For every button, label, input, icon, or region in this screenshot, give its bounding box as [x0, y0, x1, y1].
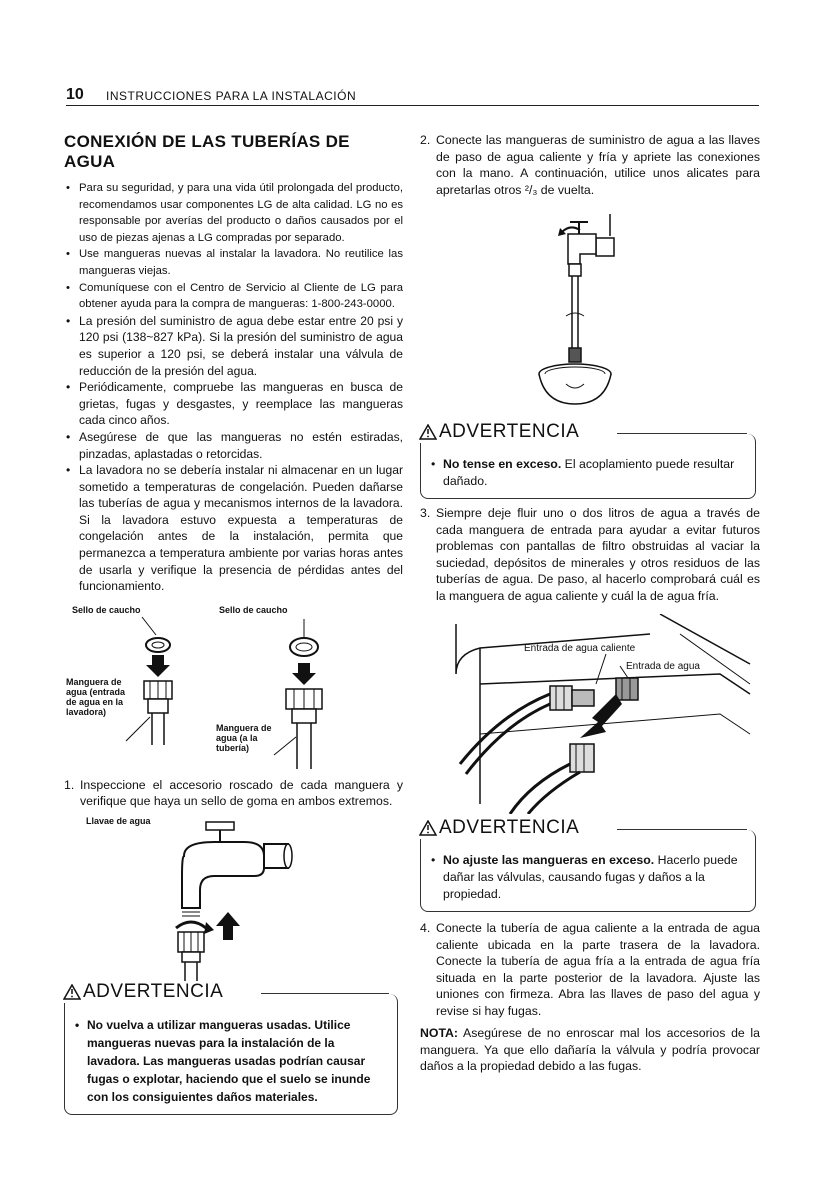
warning-rule: [261, 993, 389, 994]
warning-text: • No tense en exceso. El acoplamiento puede resultar dañado.: [431, 456, 745, 490]
cold-inlet-label: Entrada de agua: [626, 661, 700, 672]
step-4: [420, 920, 760, 1019]
step-number: 1.: [64, 777, 75, 792]
seal-label-right: Sello de caucho: [219, 604, 288, 615]
step-list-2: [420, 132, 760, 198]
list-item: • La presión del suministro de agua debe estar entre 20 psi y 120 psi (138~827 kPa). Si la presión del suministro de agua es superior a 120 psi, se deberá instalar una válvula de reducción de la presión del agua.: [64, 313, 403, 379]
warning-box-overtighten: [420, 421, 756, 499]
warning-box-hoses: [420, 817, 756, 912]
step-text: Siempre deje fluir uno o dos litros de agua a través de cada manguera de entrada para ayudar a evitar futuros problemas con pantallas de filtro obstruidas al vaciar la suciedad, depósitos de minerales y otros residuos de las tuberías de agua. De paso, al hacerlo comprobará cuál es la manguera de agua caliente y cuál la de agua fría.: [436, 506, 760, 603]
right-column: [420, 132, 760, 1075]
warning-title: ADVERTENCIA: [419, 817, 585, 839]
step-3: [420, 505, 760, 604]
step-2: [420, 132, 760, 198]
section-title: INSTRUCCIONES PARA LA INSTALACIÓN: [106, 89, 357, 103]
flush-hose-figure: [420, 208, 760, 426]
step-number: 2.: [420, 133, 431, 147]
warning-rule: [617, 829, 747, 830]
warning-triangle-icon: [419, 424, 437, 440]
list-item: • Asegúrese de que las mangueras no estén estiradas, pinzadas, aplastadas o retorcidas.: [64, 429, 403, 462]
safety-list: [64, 180, 403, 595]
list-item: • Periódicamente, compruebe las mangueras en busca de grietas, fugas y desgastes, y reemplace las mangueras cada cinco años.: [64, 379, 403, 429]
list-item: • Comuníquese con el Centro de Servicio al Cliente de LG para obtener ayuda para la compra de mangueras: 1-800-243-0000.: [64, 280, 403, 313]
list-item: • La lavadora no se debería instalar ni almacenar en un lugar sometido a temperaturas de congelación. Pueden dañarse las tuberías de agua y mecanismos internos de la lavadora. Si la lavadora estuvo expuesta a temperaturas de congelación antes de la instalación, permita que permanezca a temperatura ambiente por varias horas antes de usarla y verifique la presencia de pérdidas antes del funcionamiento.: [64, 462, 403, 595]
hot-inlet-label: Entrada de agua caliente: [524, 643, 636, 654]
faucet-illustration: [64, 816, 403, 986]
faucet-label: Llavae de agua: [86, 815, 151, 826]
left-column: [64, 132, 403, 1115]
note-label: NOTA:: [420, 1026, 459, 1040]
hose-seal-figure: [64, 605, 403, 773]
list-item: • Para su seguridad, y para una vida útil prolongada del producto, recomendamos usar componentes LG de alta calidad. LG no es responsable por averías del producto o daños causados por el uso de piezas ajenas a LG compradas por separado.: [64, 180, 403, 246]
warning-text: • No vuelva a utilizar mangueras usadas. Utilice mangueras nuevas para la instalación de la lavadora. Las mangueras usadas podrían causar fugas o explotar, haciendo que el suelo se inunde con los consiguientes daños materiales.: [75, 1016, 387, 1106]
step-1: [64, 777, 403, 810]
page-title: CONEXIÓN DE LAS TUBERÍAS DE AGUA: [64, 132, 350, 171]
page-number: 10: [66, 86, 84, 103]
seal-label-left: Sello de caucho: [72, 604, 141, 615]
faucet-bucket-illustration: [420, 208, 760, 426]
step-list-1: [64, 777, 403, 810]
warning-title: ADVERTENCIA: [419, 421, 585, 443]
step-list-4: [420, 920, 760, 1019]
step-text: Conecte la tubería de agua caliente a la entrada de agua caliente ubicada en la parte trasera de la lavadora. Conecte la tubería de agua fría a la entrada de agua fría situada en la parte posterior de la lavadora. Ajuste las uniones con firmeza. Abra las llaves de paso del agua y revise si hay fugas.: [436, 921, 760, 1018]
washer-inlet-figure: [420, 614, 760, 814]
warning-title: ADVERTENCIA: [63, 981, 229, 1003]
list-item: • Use mangueras nuevas al instalar la lavadora. No reutilice las mangueras viejas.: [64, 246, 403, 279]
note-paragraph: [420, 1025, 760, 1075]
step-number: 3.: [420, 506, 431, 520]
warning-rule: [617, 433, 747, 434]
faucet-figure: [64, 816, 403, 986]
page-header: [66, 86, 759, 106]
step-text: Conecte las mangueras de suministro de agua a las llaves de paso de agua caliente y fría y apriete las conexiones con la mano. A continuación, utilice unos alicates para apretarlas otros ²/₃ de vuelta.: [436, 133, 760, 197]
hose-label-pipe: Manguera de agua (a la tubería): [216, 722, 272, 753]
warning-box-reuse: [64, 980, 398, 1115]
warning-triangle-icon: [419, 820, 437, 836]
warning-text: • No ajuste las mangueras en exceso. Hacerlo puede dañar las válvulas, causando fugas y daños a la propiedad.: [431, 852, 745, 903]
step-number: 4.: [420, 921, 431, 935]
step-list-3: [420, 505, 760, 604]
note-text: Asegúrese de no enroscar mal los accesorios de la manguera. Ya que ello dañaría la válvula y podría provocar daños a la propiedad debido a las fugas.: [420, 1026, 760, 1073]
step-text: Inspeccione el accesorio roscado de cada manguera y verifique que haya un sello de goma en ambos extremos.: [80, 777, 403, 809]
hose-label-washer: Manguera de agua (entrada de agua en la lavadora): [66, 676, 126, 717]
warning-triangle-icon: [63, 984, 81, 1000]
